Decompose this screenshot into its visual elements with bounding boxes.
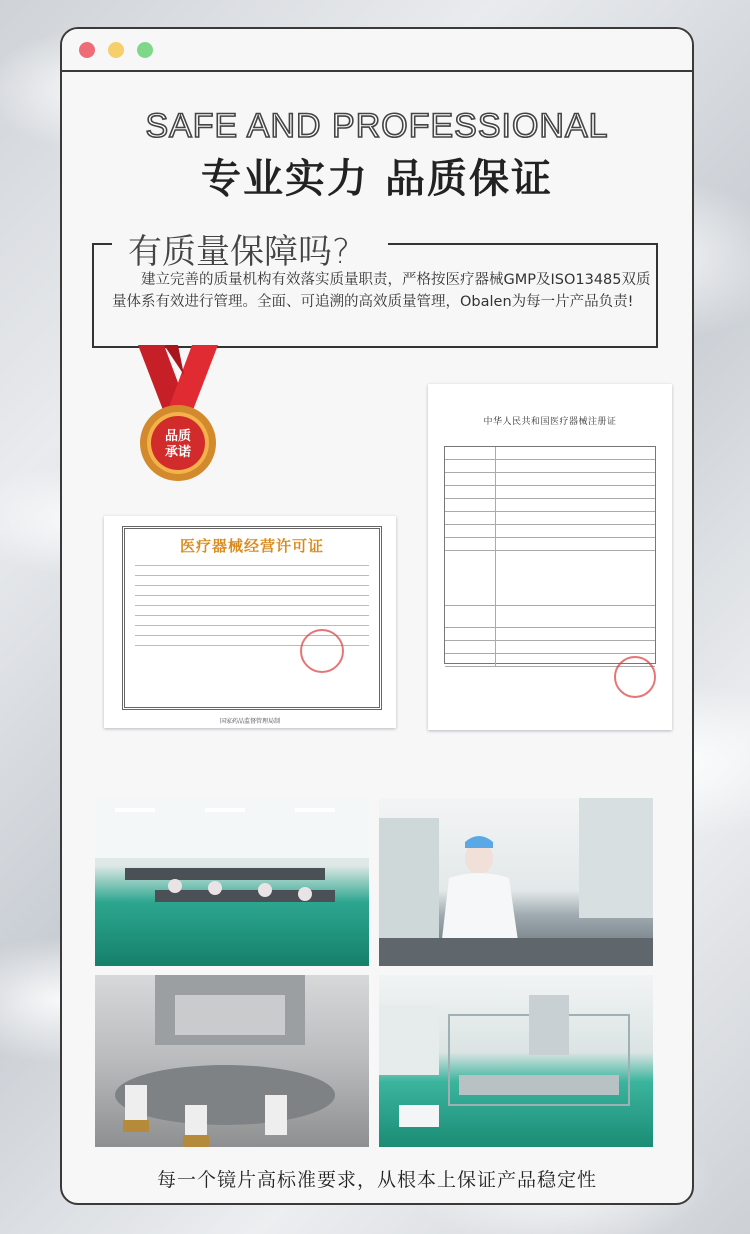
footer-caption: 每一个镜片高标准要求，从根本上保证产品稳定性: [156, 1169, 597, 1191]
business-license-title: 医疗器械经营许可证: [179, 537, 324, 555]
production-line-photo: [379, 975, 653, 1147]
quality-medal-icon: [128, 345, 228, 485]
laboratory-photo: [379, 798, 653, 966]
svg-text:承诺: 承诺: [164, 445, 192, 460]
machinery-photo: [95, 975, 369, 1147]
maximize-dot-icon[interactable]: [137, 42, 153, 58]
red-seal-icon: [300, 629, 344, 673]
window-titlebar: [62, 29, 692, 72]
heading-chinese: 专业实力 品质保证: [201, 156, 553, 202]
business-license-issuer: 国家药品监督管理局制: [219, 718, 280, 725]
cleanroom-office-photo: [95, 798, 369, 966]
quality-description: 建立完善的质量机构有效落实质量职责，严格按医疗器械GMP及ISO13485双质量体系有效进行管理。全面、可追溯的高效质量管理，Obalen为每一片产品负责!: [112, 272, 651, 310]
business-license-certificate: [104, 516, 396, 728]
registration-title: 中华人民共和国医疗器械注册证: [483, 417, 617, 427]
app-window: [60, 27, 694, 1205]
close-dot-icon[interactable]: [79, 42, 95, 58]
red-seal-icon: [614, 656, 656, 698]
registration-certificate: [428, 384, 672, 730]
svg-text:品质: 品质: [164, 429, 192, 444]
quality-question: 有质量保障吗?: [120, 224, 358, 273]
minimize-dot-icon[interactable]: [108, 42, 124, 58]
heading-english: SAFE AND PROFESSIONAL: [145, 107, 609, 145]
